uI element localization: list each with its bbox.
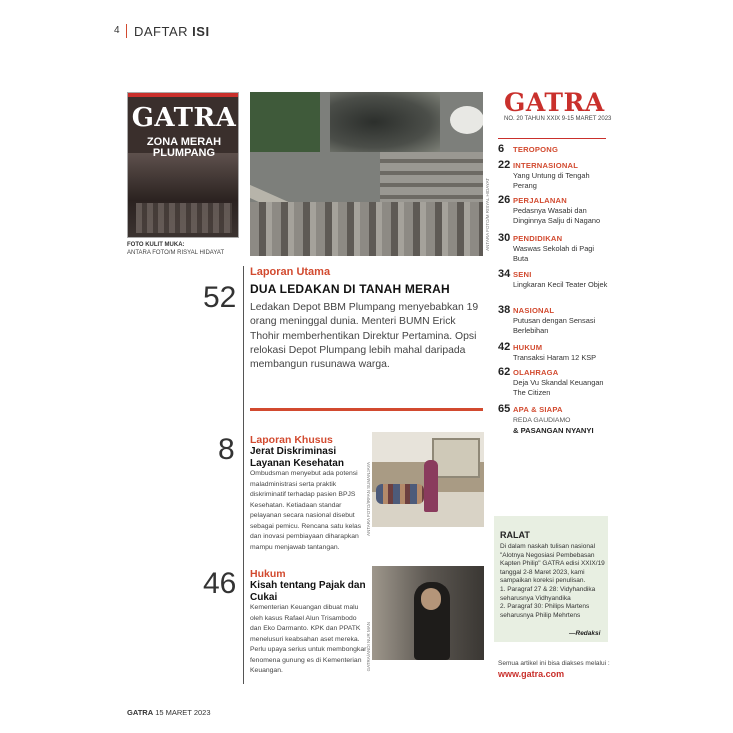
footer-date: 15 MARET 2023 xyxy=(155,708,211,717)
toc-title: Lingkaran Kecil Teater Objek xyxy=(513,280,608,289)
correction-item: 1. Paragraf 27 & 28: Vidyhandika seharusnya Vidhyandika xyxy=(500,585,596,602)
photo-fuel-tank xyxy=(450,106,483,134)
special-report-description: Ombudsman menyebut ada potensi maladministrasi serta praktik diskriminatif terhadap pasien BPJS Kesehatan. Ketiadaan standar pelayanan secara nasional disebut sebagai pemicu. Rencana satu kelas dan inovasi pembiayaan diharapkan mampu menjawab tantangan. xyxy=(250,470,362,551)
cover-headline-line1: ZONA MERAH xyxy=(146,136,222,148)
toc-section: HUKUM xyxy=(513,343,543,352)
cover-headline xyxy=(128,137,239,159)
toc-section: INTERNASIONAL xyxy=(513,161,579,170)
apa-siapa-line2: & PASANGAN NYANYI xyxy=(513,426,594,435)
cover-story-photo xyxy=(250,92,483,256)
toc-section: NASIONAL xyxy=(513,306,555,315)
toc-page: 65 xyxy=(498,403,511,415)
column-divider xyxy=(243,266,244,684)
toc-page: 34 xyxy=(498,268,511,280)
correction-intro: Di dalam naskah tulisan nasional "Alotnya Negosiasi Pembebasan Kapten Philip" GATRA edisi XXIX/19 tanggal 2-8 Maret 2023, kami sampaikan koreksi penulisan. xyxy=(500,543,605,585)
toc-page: 22 xyxy=(498,159,511,171)
magazine-cover xyxy=(127,92,239,238)
toc-title: Putusan dengan Sensasi Berlebihan xyxy=(513,316,596,335)
law-feature-photo xyxy=(372,566,484,660)
issue-info: NO. 20 TAHUN XXIX 9-15 MARET 2023 xyxy=(504,116,612,122)
footer-brand: GATRA xyxy=(127,708,154,717)
toc-rule xyxy=(498,138,606,139)
special-report-photo-credit: ANTARA FOTO/IRFAN SUMANJAYA xyxy=(366,462,371,536)
law-feature-description: Kementerian Keuangan dibuat malu oleh kasus Rafael Alun Trisambodo dan Eko Darmanto. KPK dan PPATK menelusuri keabsahan aset mereka. Perlu upaya serius untuk membongkar fenomena gunung es di Kementerian Keuangan. xyxy=(250,604,367,674)
correction-item: 2. Paragraf 30: Philips Martens seharusnya Philip Mehrtens xyxy=(500,603,590,619)
main-photo-credit: ANTARA FOTO/M RISYAL HIDAYAT xyxy=(485,178,490,251)
web-link[interactable]: www.gatra.com xyxy=(498,669,565,679)
cover-top-stripe xyxy=(128,93,239,97)
correction-title: RALAT xyxy=(500,530,530,540)
section-header xyxy=(134,24,210,39)
header-divider xyxy=(126,24,127,38)
cover-credit-text: ANTARA FOTO/M RISYAL HIDAYAT xyxy=(127,250,225,256)
photo-face xyxy=(421,588,441,610)
apa-siapa-line1: REDA GAUDIAMO xyxy=(513,417,571,424)
toc-section: APA & SIAPA xyxy=(513,405,563,414)
photo-area-buildings xyxy=(380,152,483,207)
toc-title: Yang Untung di Tengah Perang xyxy=(513,171,590,190)
section-rule xyxy=(250,408,483,411)
photo-waiting-patients xyxy=(376,484,424,504)
cover-headline-line2: PLUMPANG xyxy=(152,147,216,159)
correction-body xyxy=(500,543,606,620)
photo-window xyxy=(432,438,480,478)
toc-section: PENDIDIKAN xyxy=(513,234,563,243)
special-report-page: 8 xyxy=(218,433,235,466)
photo-area-burned xyxy=(330,92,440,152)
page-footer xyxy=(127,708,211,717)
toc-page: 42 xyxy=(498,341,511,353)
photo-area-ruins xyxy=(250,202,483,256)
special-report-title[interactable]: Jerat Diskriminasi Layanan Kesehatan xyxy=(250,446,344,469)
toc-section: SENI xyxy=(513,270,532,279)
cover-credit-label: FOTO KULIT MUKA: xyxy=(127,242,185,248)
photo-area-green xyxy=(250,92,320,152)
cover-story-description: Ledakan Depot BBM Plumpang menyebabkan 19 orang meninggal dunia. Menteri BUMN Erick Thohir memberhentikan Direktur Pertamina. Opsi relokasi Depot Plumpang lebih mahal daripada membangun rusunawa warga. xyxy=(250,302,479,371)
cover-photo-ruins xyxy=(136,203,232,233)
toc-page: 62 xyxy=(498,366,511,378)
toc-page: 26 xyxy=(498,194,511,206)
section-header-bold: ISI xyxy=(192,24,210,39)
toc-title: Waswas Sekolah di Pagi Buta xyxy=(513,244,595,263)
law-feature-label: Hukum xyxy=(250,568,286,580)
toc-section: OLAHRAGA xyxy=(513,368,559,377)
section-header-light: DAFTAR xyxy=(134,24,189,39)
law-feature-title[interactable]: Kisah tentang Pajak dan Cukai xyxy=(250,580,366,603)
correction-signature: —Redaksi xyxy=(569,630,601,637)
toc-page: 38 xyxy=(498,304,511,316)
cover-story-title[interactable]: DUA LEDAKAN DI TANAH MERAH xyxy=(250,282,450,296)
special-report-photo xyxy=(372,432,484,527)
cover-story-label: Laporan Utama xyxy=(250,266,331,278)
cover-story-page: 52 xyxy=(203,281,237,314)
toc-title: Transaksi Haram 12 KSP xyxy=(513,353,597,362)
cover-logo: GATRA xyxy=(131,103,237,133)
toc-section: PERJALANAN xyxy=(513,196,567,205)
gatra-logo: GATRA xyxy=(504,88,605,117)
law-feature-page: 46 xyxy=(203,567,237,600)
toc-title: Deja Vu Skandal Keuangan The Citizen xyxy=(513,378,604,397)
toc-page: 30 xyxy=(498,232,511,244)
web-note: Semua artikel ini bisa diakses melalui : xyxy=(498,660,610,667)
special-report-label: Laporan Khusus xyxy=(250,434,333,446)
toc-page: 6 xyxy=(498,143,505,155)
photo-standing-person xyxy=(424,460,438,512)
toc-title: Pedasnya Wasabi dan Dinginnya Salju di Nagano xyxy=(513,206,601,225)
law-feature-photo-credit: GATRA/ANDI NUR MAN xyxy=(366,622,371,672)
toc-section: TEROPONG xyxy=(513,145,559,154)
page-number: 4 xyxy=(114,25,120,36)
